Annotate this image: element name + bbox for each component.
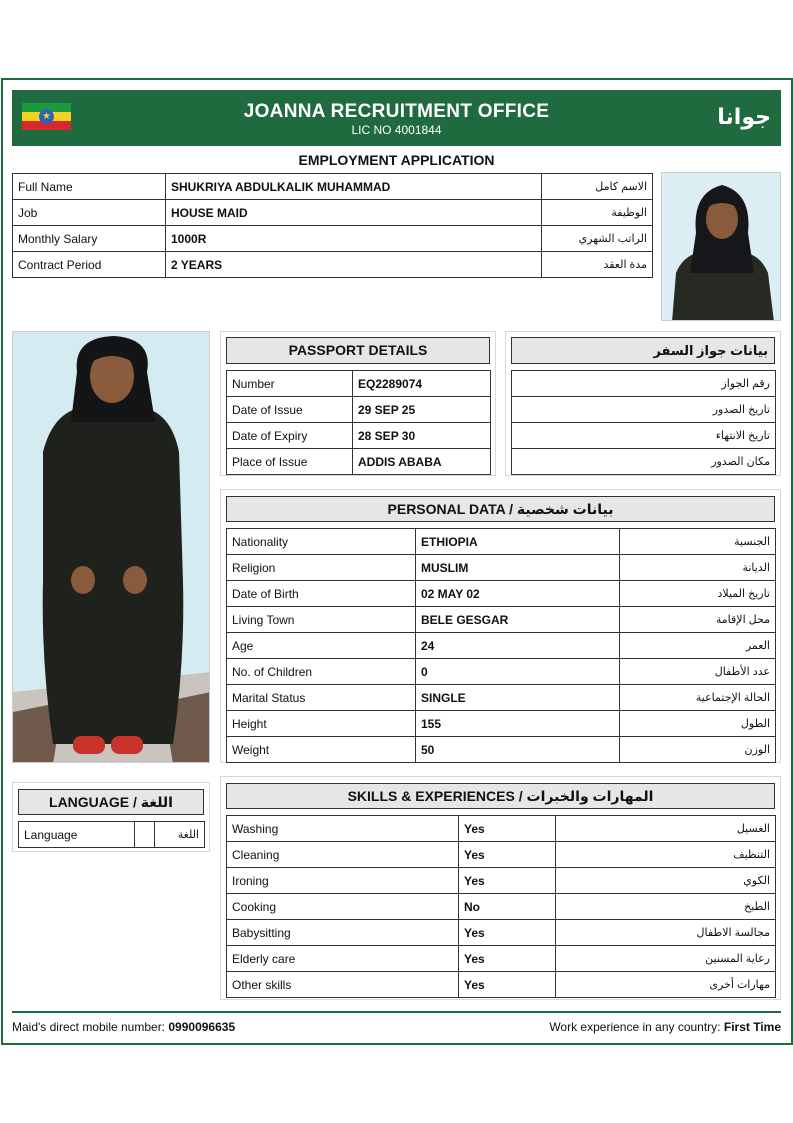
table-row <box>227 868 776 894</box>
field-value: 2 YEARS <box>166 252 542 278</box>
field-value: 02 MAY 02 <box>416 581 620 607</box>
field-label-arabic: التنظيف <box>556 842 776 868</box>
table-row <box>13 252 653 278</box>
personal-data-table <box>226 528 776 763</box>
passport-details-arabic-panel <box>505 331 781 476</box>
field-label-arabic: مجالسة الاطفال <box>556 920 776 946</box>
basic-info-table <box>12 173 653 278</box>
field-label: Full Name <box>13 174 166 200</box>
field-label-arabic: رعاية المسنين <box>556 946 776 972</box>
table-row <box>227 946 776 972</box>
field-label: No. of Children <box>227 659 416 685</box>
passport-details-title-arabic: بيانات جواز السفر <box>511 337 775 364</box>
table-row <box>227 371 491 397</box>
field-label-arabic: الديانة <box>620 555 776 581</box>
field-value: EQ2289074 <box>353 371 491 397</box>
field-label-arabic: مهارات أخرى <box>556 972 776 998</box>
skills-title: SKILLS & EXPERIENCES / المهارات والخبرات <box>226 783 775 809</box>
table-row <box>227 397 491 423</box>
field-label-arabic: الطول <box>620 711 776 737</box>
field-label-arabic: الاسم كامل <box>542 174 653 200</box>
field-label-arabic: الغسيل <box>556 816 776 842</box>
field-label: Living Town <box>227 607 416 633</box>
field-value: 1000R <box>166 226 542 252</box>
field-value: SINGLE <box>416 685 620 711</box>
applicant-full-body-photo <box>12 331 210 763</box>
field-label: Height <box>227 711 416 737</box>
field-label-arabic: الوزن <box>620 737 776 763</box>
table-row <box>227 659 776 685</box>
field-value: Yes <box>459 972 556 998</box>
field-label: Other skills <box>227 972 459 998</box>
field-label: Language <box>19 822 135 848</box>
passport-table <box>226 370 491 475</box>
field-label-arabic: مكان الصدور <box>512 449 776 475</box>
field-label-arabic: تاريخ الصدور <box>512 397 776 423</box>
field-label: Babysitting <box>227 920 459 946</box>
field-label: Monthly Salary <box>13 226 166 252</box>
field-value: ADDIS ABABA <box>353 449 491 475</box>
field-label-arabic: مدة العقد <box>542 252 653 278</box>
field-value: Yes <box>459 920 556 946</box>
footer-divider <box>12 1011 781 1013</box>
table-row <box>19 822 205 848</box>
field-value: 28 SEP 30 <box>353 423 491 449</box>
table-row <box>227 894 776 920</box>
field-label-arabic: رقم الجواز <box>512 371 776 397</box>
experience-value: First Time <box>723 1020 781 1034</box>
field-label: Date of Birth <box>227 581 416 607</box>
field-label: Religion <box>227 555 416 581</box>
table-row <box>512 397 776 423</box>
personal-data-title: PERSONAL DATA / بيانات شخصية <box>226 496 775 522</box>
field-value: 50 <box>416 737 620 763</box>
field-value: No <box>459 894 556 920</box>
field-value: Yes <box>459 842 556 868</box>
field-value: BELE GESGAR <box>416 607 620 633</box>
field-value: SHUKRIYA ABDULKALIK MUHAMMAD <box>166 174 542 200</box>
field-value: 29 SEP 25 <box>353 397 491 423</box>
language-panel <box>12 782 210 852</box>
mobile-value: 0990096635 <box>168 1020 236 1034</box>
field-label: Washing <box>227 816 459 842</box>
table-row <box>512 423 776 449</box>
field-label-arabic: الطبخ <box>556 894 776 920</box>
field-label: Cooking <box>227 894 459 920</box>
table-row <box>227 607 776 633</box>
table-row <box>227 555 776 581</box>
field-label-arabic: الوظيفة <box>542 200 653 226</box>
field-value: ETHIOPIA <box>416 529 620 555</box>
table-row <box>13 200 653 226</box>
field-label-arabic: العمر <box>620 633 776 659</box>
personal-data-panel <box>220 489 781 763</box>
field-value: MUSLIM <box>416 555 620 581</box>
language-table <box>18 821 205 848</box>
field-label-arabic: اللغة <box>155 822 205 848</box>
passport-arabic-table <box>511 370 776 475</box>
form-title: EMPLOYMENT APPLICATION <box>298 152 495 168</box>
field-label: Marital Status <box>227 685 416 711</box>
table-row <box>227 685 776 711</box>
field-label: Nationality <box>227 529 416 555</box>
ethiopia-flag-icon: ★ <box>22 103 71 130</box>
field-label: Date of Expiry <box>227 423 353 449</box>
office-header <box>12 90 781 146</box>
license-number: LIC NO 4001844 <box>351 123 442 137</box>
field-label: Contract Period <box>13 252 166 278</box>
table-row <box>227 711 776 737</box>
table-row <box>227 423 491 449</box>
field-label-arabic: الجنسية <box>620 529 776 555</box>
mobile-label: Maid's direct mobile number: <box>12 1020 166 1034</box>
table-row <box>227 449 491 475</box>
field-label: Ironing <box>227 868 459 894</box>
table-row <box>227 529 776 555</box>
table-row <box>227 842 776 868</box>
field-label: Weight <box>227 737 416 763</box>
field-value <box>135 822 155 848</box>
table-row <box>227 737 776 763</box>
field-value: 24 <box>416 633 620 659</box>
field-label: Number <box>227 371 353 397</box>
skills-table <box>226 815 776 998</box>
table-row <box>13 226 653 252</box>
work-experience <box>549 1020 781 1034</box>
field-label-arabic: الحالة الإجتماعية <box>620 685 776 711</box>
mobile-number <box>12 1020 235 1034</box>
field-label: Cleaning <box>227 842 459 868</box>
field-value: Yes <box>459 816 556 842</box>
skills-panel <box>220 776 781 1000</box>
field-label-arabic: تاريخ الانتهاء <box>512 423 776 449</box>
language-title: LANGUAGE / اللغة <box>18 789 204 815</box>
field-value: 0 <box>416 659 620 685</box>
table-row <box>227 972 776 998</box>
field-label-arabic: تاريخ الميلاد <box>620 581 776 607</box>
office-name-arabic: جوانا <box>717 104 771 129</box>
field-label-arabic: عدد الأطفال <box>620 659 776 685</box>
field-label-arabic: الراتب الشهري <box>542 226 653 252</box>
field-value: HOUSE MAID <box>166 200 542 226</box>
passport-details-title: PASSPORT DETAILS <box>226 337 490 364</box>
table-row <box>227 633 776 659</box>
field-label: Date of Issue <box>227 397 353 423</box>
table-row <box>512 449 776 475</box>
table-row <box>13 174 653 200</box>
field-label-arabic: محل الإقامة <box>620 607 776 633</box>
field-label: Place of Issue <box>227 449 353 475</box>
field-label: Job <box>13 200 166 226</box>
table-row <box>227 920 776 946</box>
applicant-portrait-photo <box>661 172 781 321</box>
table-row <box>227 581 776 607</box>
field-value: Yes <box>459 868 556 894</box>
experience-label: Work experience in any country: <box>549 1020 721 1034</box>
table-row <box>227 816 776 842</box>
table-row <box>512 371 776 397</box>
passport-details-panel <box>220 331 496 476</box>
office-title: JOANNA RECRUITMENT OFFICE <box>243 101 550 122</box>
field-label: Elderly care <box>227 946 459 972</box>
field-value: 155 <box>416 711 620 737</box>
field-label: Age <box>227 633 416 659</box>
field-label-arabic: الكوي <box>556 868 776 894</box>
field-value: Yes <box>459 946 556 972</box>
